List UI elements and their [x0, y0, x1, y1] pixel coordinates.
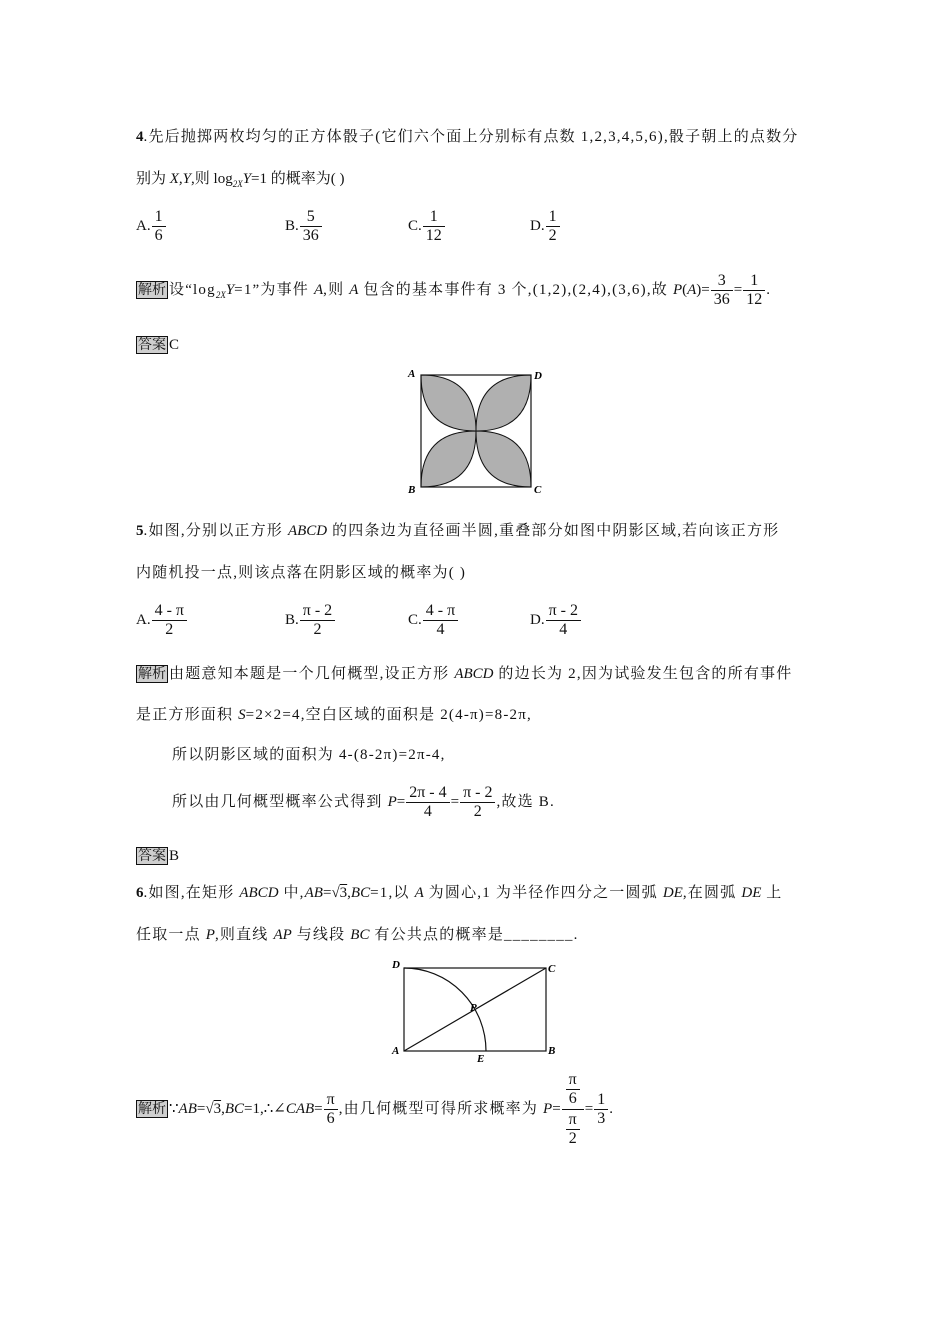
var: A [414, 885, 424, 901]
label-b: B [408, 484, 416, 496]
text: ,则 [323, 282, 350, 298]
text: 任取一点 [136, 927, 206, 943]
text: ∵ [169, 1101, 179, 1117]
petal-bottom-left [421, 431, 476, 487]
num: 1 [423, 208, 445, 227]
text: 由题意知本题是一个几何概型,设正方形 [169, 666, 455, 682]
option-label: C. [408, 217, 422, 234]
q4-stem: .先后抛掷两枚均匀的正方体骰子(它们六个面上分别标有点数 1,2,3,4,5,6),骰子朝上的点数分 [143, 129, 799, 145]
figure-rectangle-arc [388, 956, 568, 1064]
q5-analysis-line1 [136, 663, 792, 685]
text: , [221, 1101, 225, 1117]
den: 4 [423, 803, 432, 821]
text: = [584, 1101, 594, 1117]
den: 6 [154, 227, 163, 244]
label-d: D [534, 370, 542, 382]
q5-analysis-line2 [136, 704, 532, 726]
q6-line1 [136, 882, 783, 904]
num: 4 - π [423, 602, 458, 621]
q4-option-d [530, 208, 561, 245]
var: X,Y [169, 171, 192, 187]
text: = [450, 794, 460, 810]
q5-option-c [408, 602, 459, 639]
text: .如图,在矩形 [143, 885, 240, 901]
q6-analysis [136, 1066, 613, 1152]
den: 4 [436, 621, 445, 638]
fraction [566, 1071, 580, 1108]
q5-analysis-line4 [172, 780, 555, 824]
compound-top [562, 1070, 584, 1110]
option-label: B. [285, 611, 299, 628]
var: A [313, 282, 324, 298]
var: BC [350, 927, 370, 943]
var: P [387, 794, 397, 810]
label-d: D [392, 959, 400, 971]
text: 所以阴影区域的面积为 4-(8-2π)=2π-4, [172, 747, 446, 763]
label-a: A [408, 368, 416, 380]
sub: 2X [215, 290, 226, 300]
text: ( [682, 282, 688, 298]
fraction [546, 208, 560, 245]
var: Y [242, 171, 252, 187]
q4-answer [136, 334, 179, 356]
var: AB [178, 1101, 197, 1117]
var: BC [224, 1101, 244, 1117]
q6-number: 6 [136, 885, 144, 901]
analysis-tag: 解析 [138, 1101, 166, 1117]
fraction [152, 208, 166, 245]
option-label: D. [530, 611, 545, 628]
text: ,在圆弧 [682, 885, 742, 901]
text: = [196, 1101, 206, 1117]
var: ABCD [239, 885, 279, 901]
num: π [566, 1111, 580, 1130]
den: 6 [568, 1090, 577, 1108]
text: = [552, 1101, 561, 1117]
num: π - 2 [546, 602, 581, 621]
fraction [406, 784, 449, 821]
var: CAB [285, 1101, 315, 1117]
text: =1”为事件 [234, 282, 314, 298]
option-label: A. [136, 217, 151, 234]
label-p: P [470, 1002, 477, 1014]
var: A [687, 282, 697, 298]
fraction [324, 1091, 338, 1128]
num: 3 [711, 272, 733, 291]
den: 2 [313, 621, 322, 638]
num: 1 [546, 208, 560, 227]
q5-answer [136, 845, 179, 867]
radicand: 3 [213, 1101, 222, 1117]
den: 12 [746, 291, 763, 309]
var: Y [225, 282, 235, 298]
var: A [349, 282, 359, 298]
q5-option-d [530, 602, 582, 639]
figure-square-petals [400, 362, 550, 498]
den: 2 [548, 227, 557, 244]
text: = [322, 885, 332, 901]
num: π - 2 [460, 784, 495, 803]
var: BC [350, 885, 371, 901]
den: 2 [568, 1130, 577, 1148]
text: =1,∴∠ [244, 1101, 286, 1117]
text: )= [696, 282, 710, 298]
den: 36 [713, 291, 730, 309]
den: 2 [473, 803, 482, 821]
den: 6 [326, 1110, 335, 1128]
var: DE [662, 885, 683, 901]
answer-value: B [169, 848, 180, 864]
analysis-tag: 解析 [138, 282, 166, 298]
text: ,故选 B. [496, 794, 555, 810]
fraction [546, 602, 581, 639]
var: DE [741, 885, 762, 901]
compound-bottom [562, 1110, 584, 1149]
text: = [314, 1101, 323, 1117]
label-c: C [548, 963, 556, 975]
q4-number: 4 [136, 129, 144, 145]
den: 2 [165, 621, 174, 638]
num: π [566, 1071, 580, 1090]
fraction [300, 602, 335, 639]
q4-option-c [408, 208, 446, 245]
text: = [733, 282, 743, 298]
text: 的边长为 2,因为试验发生包含的所有事件 [493, 666, 793, 682]
q5-option-a [136, 602, 188, 639]
text: 包含的基本事件有 3 个,(1,2),(2,4),(3,6),故 [358, 282, 673, 298]
label-b: B [548, 1045, 556, 1057]
q4-line1 [136, 126, 799, 148]
var: P [205, 927, 215, 943]
num: 2π - 4 [406, 784, 449, 803]
var: S [238, 707, 246, 723]
q5-line2 [136, 562, 466, 584]
num: 1 [152, 208, 166, 227]
text: , [347, 885, 351, 901]
text: 上 [761, 885, 783, 901]
num: 1 [743, 272, 765, 291]
option-label: C. [408, 611, 422, 628]
label-a: A [392, 1045, 400, 1057]
sqrt-icon: √ [205, 1101, 214, 1117]
label-e: E [477, 1053, 485, 1064]
num: π - 2 [300, 602, 335, 621]
text: 为圆心,1 为半径作四分之一圆弧 [423, 885, 663, 901]
text: 有公共点的概率是________. [369, 927, 579, 943]
var: P [543, 1101, 553, 1117]
text: .如图,分别以正方形 [143, 523, 288, 539]
var: ABCD [454, 666, 494, 682]
text: =1 的概率为( ) [251, 171, 345, 187]
den: 3 [597, 1110, 606, 1128]
den: 12 [425, 227, 442, 244]
var: AP [273, 927, 292, 943]
var: P [672, 282, 683, 298]
text: 是正方形面积 [136, 707, 239, 723]
q5-number: 5 [136, 523, 144, 539]
var: AB [304, 885, 323, 901]
fraction [711, 272, 733, 309]
fraction [460, 784, 495, 821]
q4-analysis [136, 270, 770, 315]
num: 1 [594, 1091, 608, 1110]
num: π [324, 1091, 338, 1110]
answer-tag: 答案 [138, 848, 166, 864]
num: 5 [300, 208, 322, 227]
fraction [743, 272, 765, 309]
option-label: B. [285, 217, 299, 234]
fraction [152, 602, 187, 639]
text: ,则直线 [214, 927, 274, 943]
fraction [423, 602, 458, 639]
fraction [300, 208, 322, 245]
fraction [566, 1111, 580, 1148]
option-label: A. [136, 611, 151, 628]
num: 4 - π [152, 602, 187, 621]
text: 的四条边为直径画半圆,重叠部分如图中阴影区域,若向该正方形 [327, 523, 780, 539]
text: 别为 [136, 171, 170, 187]
text: . [609, 1101, 613, 1117]
q4-option-a [136, 208, 167, 245]
text: 中, [278, 885, 305, 901]
label-c: C [534, 484, 542, 496]
petal-bottom-right [476, 431, 531, 487]
den: 36 [302, 227, 319, 244]
text: ,则 log [191, 171, 233, 187]
den: 4 [559, 621, 568, 638]
text: . [766, 282, 770, 298]
text: 与线段 [291, 927, 351, 943]
text: 所以由几何概型概率公式得到 [172, 794, 388, 810]
q4-option-b [285, 208, 323, 245]
q6-line2 [136, 924, 579, 946]
text: 设“log [169, 282, 216, 298]
analysis-tag: 解析 [138, 666, 166, 682]
var: ABCD [287, 523, 328, 539]
q5-analysis-line3 [172, 744, 446, 766]
fraction [594, 1091, 608, 1128]
petal-top-right [476, 375, 531, 431]
radicand: 3 [339, 885, 348, 901]
q5-line1 [136, 520, 779, 542]
text: = [396, 794, 406, 810]
petal-top-left [421, 375, 476, 431]
q4-line2 [136, 168, 345, 195]
q5-option-b [285, 602, 336, 639]
answer-value: C [169, 337, 180, 353]
answer-tag: 答案 [138, 337, 166, 353]
option-label: D. [530, 217, 545, 234]
text: 内随机投一点,则该点落在阴影区域的概率为( ) [136, 565, 467, 581]
text: ,由几何概型可得所求概率为 [338, 1101, 544, 1117]
compound-fraction [562, 1070, 584, 1149]
sqrt-icon: √ [331, 885, 340, 901]
text: =2×2=4,空白区域的面积是 2(4-π)=8-2π, [245, 707, 532, 723]
sub: 2X [232, 179, 243, 189]
text: =1,以 [370, 885, 415, 901]
fraction [423, 208, 445, 245]
